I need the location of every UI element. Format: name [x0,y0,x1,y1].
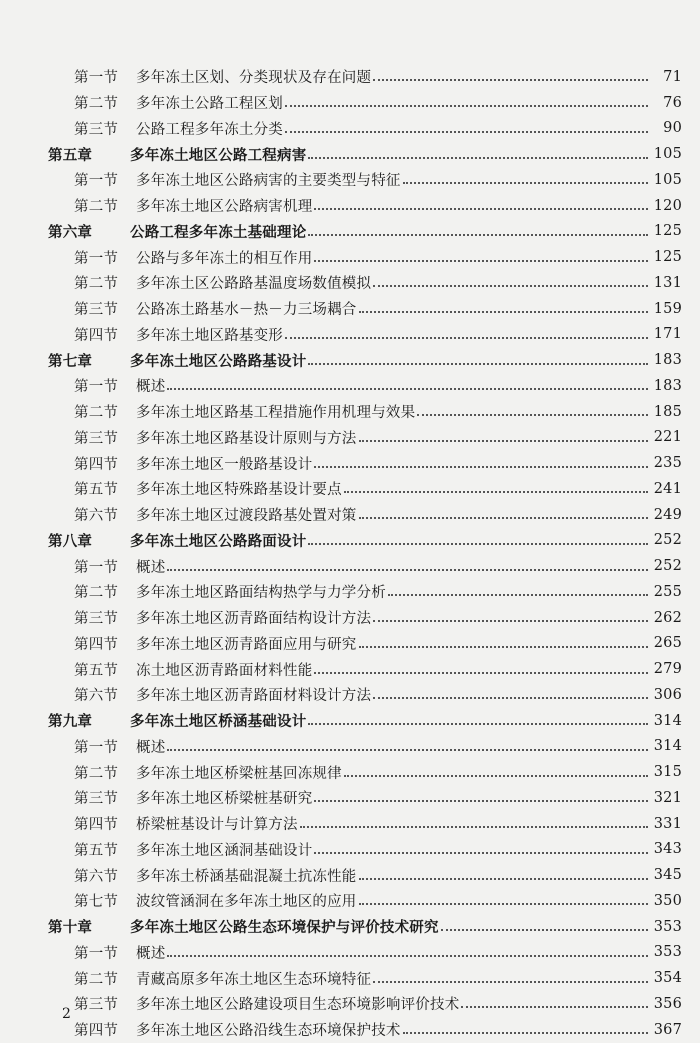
entry-page-number: 350 [653,892,682,909]
toc-section-entry [0,888,700,914]
entry-number: 第十章 [48,919,93,937]
entry-number: 第一节 [74,739,119,756]
entry-title: 多年冻土地区沥青路面结构设计方法 [136,611,372,628]
dot-leader [308,233,647,236]
entry-page-number: 314 [653,738,682,755]
toc-chapter-entry [0,914,700,940]
dot-leader [314,259,647,262]
toc-section-entry [0,399,700,425]
entry-title: 桥梁桩基设计与计算方法 [136,817,298,834]
toc-chapter-entry [0,528,700,554]
entry-page-number: 183 [653,377,682,394]
entry-page-number: 353 [653,944,682,961]
entry-number: 第四节 [74,636,119,653]
dot-leader [403,181,648,184]
entry-page-number: 345 [653,867,682,884]
entry-number: 第六节 [74,868,119,885]
entry-number: 第二节 [74,96,119,113]
entry-page-number: 255 [653,583,682,600]
entry-title: 多年冻土地区公路病害的主要类型与特征 [136,173,401,190]
dot-leader [441,928,648,931]
entry-page-number: 265 [653,635,682,652]
entry-title: 多年冻土地区路基变形 [136,327,283,344]
entry-page-number: 90 [663,120,682,137]
entry-number: 第五节 [74,842,119,859]
entry-page-number: 315 [653,764,682,781]
entry-title: 多年冻土地区桥涵基础设计 [130,713,307,731]
entry-page-number: 185 [653,403,682,420]
toc-section-entry [0,373,700,399]
entry-title: 多年冻土地区公路工程病害 [130,146,307,164]
toc-section-entry [0,991,700,1017]
entry-number: 第二节 [74,405,119,422]
entry-page-number: 249 [653,506,682,523]
dot-leader [308,722,647,725]
entry-number: 第四节 [74,327,119,344]
entry-title: 多年冻土地区特殊路基设计要点 [136,482,342,499]
entry-number: 第一节 [74,173,119,190]
entry-title: 概述 [136,945,166,962]
entry-title: 概述 [136,739,166,756]
entry-title: 波纹管涵洞在多年冻土地区的应用 [136,894,357,911]
entry-number: 第一节 [74,250,119,267]
toc-chapter-entry [0,347,700,373]
entry-page-number: 262 [653,609,682,626]
entry-title: 公路冻土路基水－热－力三场耦合 [136,302,357,319]
toc-section-entry [0,425,700,451]
toc-section-entry [0,193,700,219]
entry-title: 公路工程多年冻土分类 [136,121,283,138]
toc-section-entry [0,64,700,90]
entry-title: 多年冻土公路工程区划 [136,96,283,113]
toc-section-entry [0,476,700,502]
table-of-contents [0,64,700,1043]
entry-page-number: 235 [653,455,682,472]
entry-number: 第四节 [74,1023,119,1040]
toc-section-entry [0,759,700,785]
entry-page-number: 125 [653,249,682,266]
dot-leader [373,284,648,287]
entry-number: 第五节 [74,482,119,499]
entry-page-number: 314 [653,712,682,729]
entry-number: 第一节 [74,945,119,962]
entry-title: 多年冻土地区公路生态环境保护与评价技术研究 [130,919,439,937]
entry-number: 第一节 [74,559,119,576]
dot-leader [167,387,647,390]
entry-number: 第二节 [74,765,119,782]
toc-section-entry [0,862,700,888]
toc-section-entry [0,811,700,837]
entry-title: 多年冻土地区过渡段路基处置对策 [136,508,357,525]
toc-section-entry [0,682,700,708]
dot-leader [285,336,648,339]
dot-leader [167,954,647,957]
entry-number: 第二节 [74,971,119,988]
entry-title: 青藏高原多年冻土地区生态环境特征 [136,971,372,988]
entry-title: 多年冻土地区涵洞基础设计 [136,842,313,859]
dot-leader [285,130,648,133]
dot-leader [314,207,647,210]
dot-leader [388,593,648,596]
entry-number: 第六节 [74,508,119,525]
dot-leader [373,696,648,699]
entry-title: 多年冻土地区公路路基设计 [130,352,307,370]
entry-number: 第九章 [48,713,93,731]
dot-leader [285,104,648,107]
entry-number: 第三节 [74,997,119,1014]
toc-section-entry [0,734,700,760]
entry-title: 多年冻土区公路路基温度场数值模拟 [136,276,372,293]
entry-title: 多年冻土地区公路建设项目生态环境影响评价技术 [136,997,460,1014]
entry-page-number: 171 [653,326,682,343]
toc-section-entry [0,116,700,142]
entry-number: 第三节 [74,302,119,319]
entry-page-number: 76 [663,94,682,111]
toc-section-entry [0,965,700,991]
toc-section-entry [0,837,700,863]
entry-page-number: 221 [653,429,682,446]
entry-page-number: 321 [653,789,682,806]
entry-title: 多年冻土区划、分类现状及存在问题 [136,70,372,87]
toc-section-entry [0,553,700,579]
entry-number: 第一节 [74,70,119,87]
dot-leader [300,825,648,828]
toc-section-entry [0,940,700,966]
entry-title: 多年冻土地区桥梁桩基回冻规律 [136,765,342,782]
dot-leader [403,1031,648,1034]
dot-leader [359,516,648,519]
entry-title: 多年冻土地区路基工程措施作用机理与效果 [136,405,416,422]
entry-page-number: 71 [663,68,682,85]
entry-number: 第三节 [74,430,119,447]
entry-page-number: 131 [653,274,682,291]
entry-number: 第七章 [48,352,93,370]
entry-page-number: 105 [653,171,682,188]
dot-leader [167,748,647,751]
entry-title: 多年冻土地区一般路基设计 [136,456,313,473]
dot-leader [167,568,647,571]
dot-leader [359,877,648,880]
entry-title: 冻土地区沥青路面材料性能 [136,662,313,679]
entry-page-number: 183 [653,352,682,369]
entry-title: 多年冻土地区公路病害机理 [136,199,313,216]
entry-number: 第三节 [74,611,119,628]
dot-leader [373,619,648,622]
entry-number: 第四节 [74,456,119,473]
toc-section-entry [0,296,700,322]
dot-leader [314,851,647,854]
toc-section-entry [0,322,700,348]
dot-leader [344,774,648,777]
toc-section-entry [0,605,700,631]
toc-chapter-entry [0,141,700,167]
entry-title: 多年冻土地区公路沿线生态环境保护技术 [136,1023,401,1040]
toc-section-entry [0,244,700,270]
entry-page-number: 367 [653,1021,682,1038]
toc-section-entry [0,656,700,682]
entry-number: 第三节 [74,791,119,808]
dot-leader [359,645,648,648]
entry-title: 多年冻土地区路面结构热学与力学分析 [136,585,386,602]
entry-title: 多年冻土地区路基设计原则与方法 [136,430,357,447]
entry-page-number: 252 [653,558,682,575]
entry-number: 第五节 [74,662,119,679]
entry-title: 多年冻土地区桥梁桩基研究 [136,791,313,808]
entry-page-number: 105 [653,146,682,163]
entry-number: 第五章 [48,146,93,164]
entry-page-number: 279 [653,661,682,678]
toc-chapter-entry [0,219,700,245]
toc-section-entry [0,450,700,476]
entry-number: 第二节 [74,585,119,602]
toc-section-entry [0,631,700,657]
entry-number: 第一节 [74,379,119,396]
toc-section-entry [0,785,700,811]
entry-page-number: 120 [653,197,682,214]
entry-number: 第二节 [74,199,119,216]
dot-leader [314,465,647,468]
entry-title: 多年冻土地区沥青路面材料设计方法 [136,688,372,705]
toc-section-entry [0,167,700,193]
dot-leader [373,980,648,983]
entry-title: 概述 [136,559,166,576]
entry-title: 公路与多年冻土的相互作用 [136,250,313,267]
entry-page-number: 331 [653,815,682,832]
toc-section-entry [0,270,700,296]
entry-title: 公路工程多年冻土基础理论 [130,223,307,241]
entry-number: 第六节 [74,688,119,705]
dot-leader [461,1005,647,1008]
toc-section-entry [0,502,700,528]
dot-leader [308,362,647,365]
dot-leader [308,542,647,545]
dot-leader [359,439,648,442]
toc-section-entry [0,90,700,116]
entry-number: 第七节 [74,894,119,911]
entry-title: 多年冻土桥涵基础混凝土抗冻性能 [136,868,357,885]
entry-page-number: 252 [653,532,682,549]
entry-page-number: 241 [653,480,682,497]
entry-number: 第八章 [48,532,93,550]
entry-page-number: 159 [653,300,682,317]
page-number: 2 [62,1006,71,1022]
dot-leader [373,78,648,81]
entry-number: 第三节 [74,121,119,138]
dot-leader [344,490,648,493]
entry-number: 第四节 [74,817,119,834]
entry-title: 多年冻土地区公路路面设计 [130,532,307,550]
toc-section-entry [0,579,700,605]
toc-section-entry [0,1017,700,1043]
dot-leader [314,799,647,802]
entry-page-number: 306 [653,686,682,703]
entry-title: 概述 [136,379,166,396]
toc-chapter-entry [0,708,700,734]
entry-page-number: 354 [653,970,682,987]
dot-leader [359,902,648,905]
dot-leader [314,671,647,674]
entry-number: 第六章 [48,223,93,241]
dot-leader [417,413,647,416]
entry-title: 多年冻土地区沥青路面应用与研究 [136,636,357,653]
entry-page-number: 353 [653,918,682,935]
entry-page-number: 343 [653,841,682,858]
entry-page-number: 125 [653,223,682,240]
dot-leader [308,156,647,159]
dot-leader [359,310,648,313]
entry-page-number: 356 [653,995,682,1012]
entry-number: 第二节 [74,276,119,293]
